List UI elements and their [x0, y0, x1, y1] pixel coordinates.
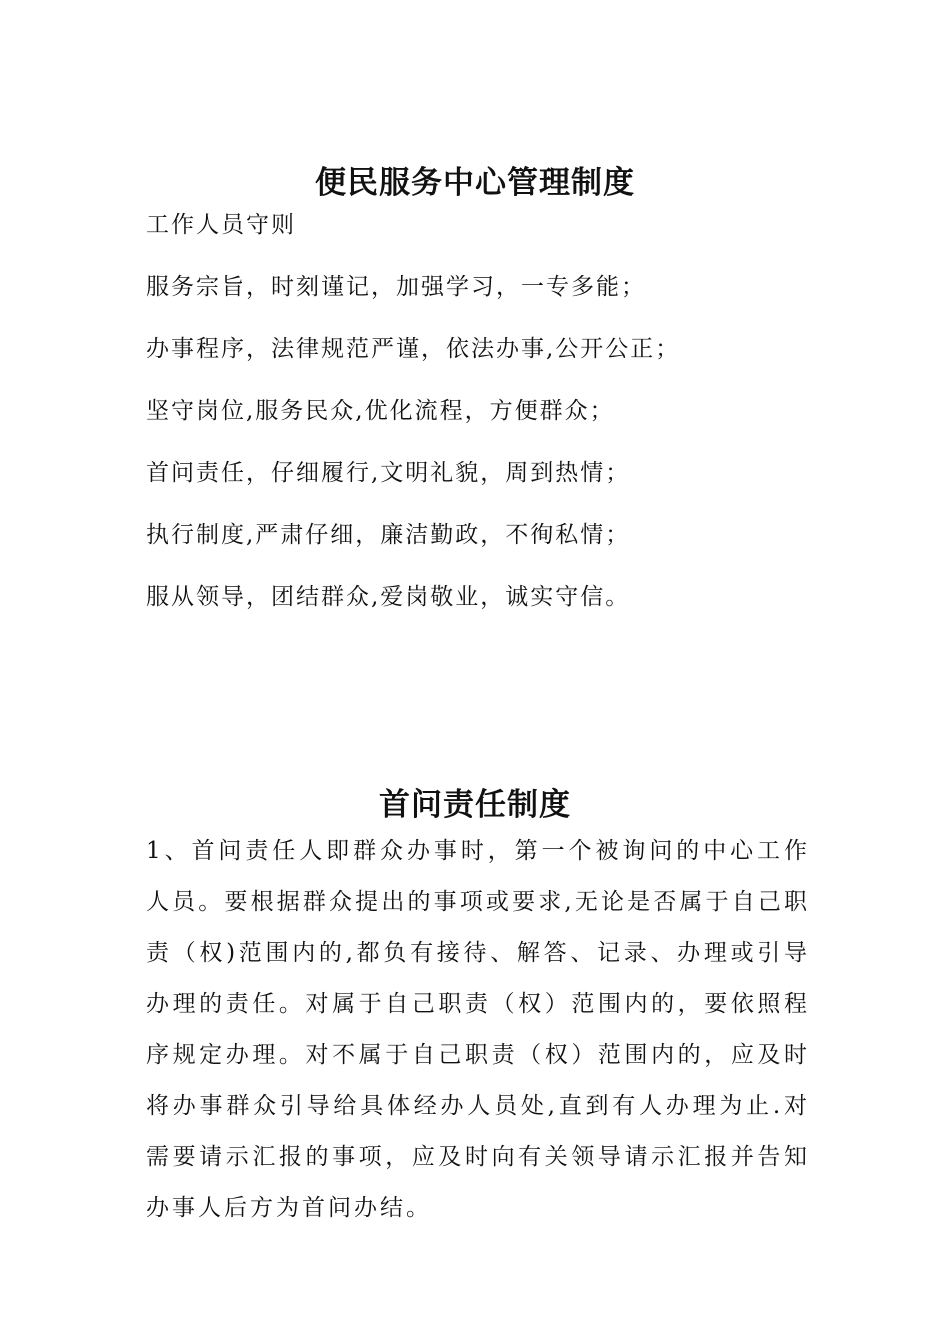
rule-line: 服务宗旨，时刻谨记，加强学习，一专多能； — [146, 274, 646, 300]
subheading-staff-code: 工作人员守则 — [146, 212, 296, 238]
rule-line: 办事程序，法律规范严谨，依法办事,公开公正； — [146, 336, 681, 362]
rule-line: 服从领导，团结群众,爱岗敬业，诚实守信。 — [146, 584, 631, 610]
rule-line: 执行制度,严肃仔细，廉洁勤政，不徇私情； — [146, 522, 631, 548]
rules-list — [146, 205, 680, 639]
section-title-management-system: 便民服务中心管理制度 — [315, 164, 635, 201]
rule-line: 坚守岗位,服务民众,优化流程，方便群众； — [146, 398, 615, 424]
section-title-first-inquiry: 首问责任制度 — [379, 786, 571, 823]
first-inquiry-paragraph: 1、首问责任人即群众办事时，第一个被询问的中心工作人员。要根据群众提出的事项或要求,无论是否属于自己职责（权)范围内的,都负有接待、解答、记录、办理或引导办理的责任。对属于自己职责（权）范围内的，要依照程序规定办理。对不属于自己职责（权）范围内的，应及时将办事群众引导给具体经办人员处,直到有人办理为止.对需要请示汇报的事项，应及时向有关领导请示汇报并告知办事人后方为首问办结。 — [146, 838, 810, 1221]
rule-line: 首问责任，仔细履行,文明礼貌，周到热情； — [146, 460, 631, 486]
